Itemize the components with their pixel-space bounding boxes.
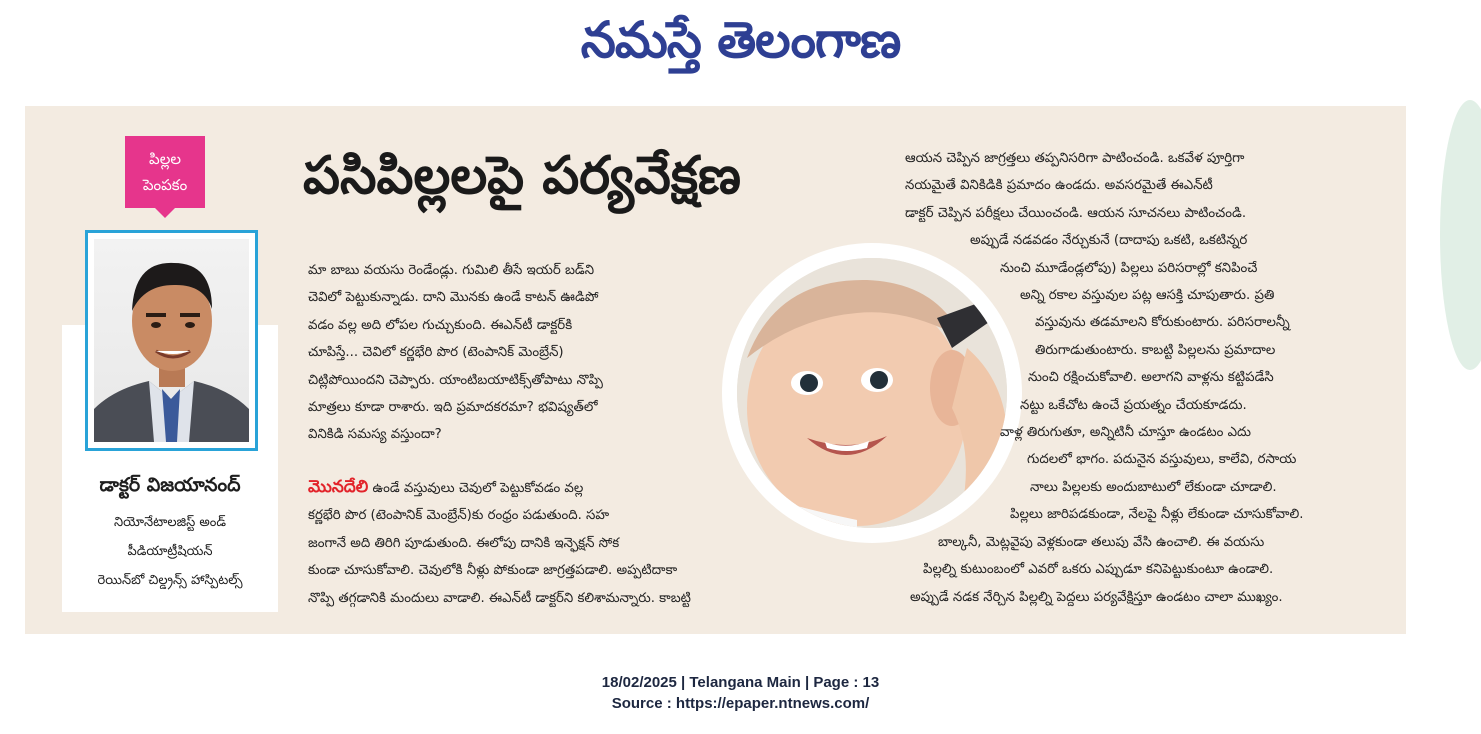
answer-line: జంగానే అది తిరిగి పూడుతుంది. ఈలోపు దానికి ఇన్ఫెక్షన్‌ సోక [308,535,620,551]
right-line: గుదలలో భాగం. పదునైన వస్తువులు, కాలేవి, రసాయ [1027,452,1297,468]
reader-question [308,257,753,449]
question-line: వినికిడి సమస్య వస్తుందా? [308,427,442,443]
newspaper-masthead-logo: నమస్తే తెలంగాణ [580,11,901,69]
right-line: నాలు పిల్లలకు అందుబాటులో లేకుండా చూడాలి. [1030,479,1277,495]
author-name: డాక్టర్‌ విజయానంద్‌ [99,474,241,496]
footer-source-line: Source : https://epaper.ntnews.com/ [611,695,870,712]
author-photo-frame [85,230,258,451]
right-line: అన్ని రకాల వస్తువుల పట్ల ఆసక్తి చూపుతారు. ప్రతి [1020,288,1275,304]
right-line: పిల్లలు జారిపడకుండా, నేలపై నీళ్లు లేకుండా చూసుకోవాలి. [1010,507,1304,523]
answer-first-line [308,474,753,502]
right-line: అప్పుడే నడవడం నేర్చుకునే (దాదాపు ఒకటి, ఒకటిన్నర [970,233,1248,249]
right-line: అప్పుడే నడక నేర్చిన పిల్లల్ని పెద్దలు పర్యవేక్షిస్తూ ఉండటం చాలా ముఖ్యం. [910,589,1283,605]
author-designation [62,508,278,595]
section-badge-line: పిల్లల [149,150,181,168]
source-footer [0,672,1481,714]
author-title-line: నియోనేటాలజిస్ట్‌ అండ్‌ [114,515,226,530]
footer-edition-line: 18/02/2025 | Telangana Main | Page : 13 [601,674,880,691]
doctor-answer [308,474,753,612]
right-line: నుంచి మూడేండ్లలోపు) పిల్లలు పరిసరాల్లో కనిపించే [1000,260,1258,276]
answer-line: కుండా చూసుకోవాలి. చెవులోకి నీళ్లు పోకుండా జాగ్రత్తపడాలి. అప్పటిదాకా [308,563,678,579]
question-line: చిట్లిపోయిందని చెప్పారు. యాంటిబయాటిక్స్‌తోపాటు నొప్పి [308,372,603,388]
right-line: నయమైతే వినికిడికి ప్రమాదం ఉండదు. అవసరమైతే ఈఎన్‌టీ [905,178,1213,194]
section-badge-line: పెంపకం [142,176,188,194]
answer-line: నొప్పి తగ్గడానికి మందులు వాడాలి. ఈఎన్‌టీ డాక్టర్‌ని కలిశామన్నారు. కాబట్టి [308,590,691,606]
question-line: వడం వల్ల అది లోపల గుచ్చుకుంది. ఈఎన్‌టీ డాక్టర్‌కి [308,317,573,333]
question-line: చెవిలో పెట్టుకున్నాడు. దాని మొనకు ఉండే కాటన్‌ ఊడిపో [308,290,599,306]
article-headline: పసిపిల్లలపై పర్యవేక్షణ [303,146,741,206]
answer-continuation [905,145,1405,611]
right-line: ఆయన చెప్పిన జాగ్రత్తలు తప్పనిసరిగా పాటించండి. ఒకవేళ పూర్తిగా [905,151,1245,166]
answer-dropword: మొనదేలి [308,477,369,497]
right-line: వస్తువును తడమాలని కోరుకుంటారు. పరిసరాలన్నీ [1035,315,1290,331]
section-badge-pointer [155,208,175,218]
right-line: తిరుగాడుతుంటారు. కాబట్టి పిల్లలను ప్రమాదాల [1035,342,1276,358]
question-line: మా బాబు వయసు రెండేండ్లు. గుమిలి తీసే ఇయర్‌ బడ్‌ని [308,263,595,278]
article-panel [25,106,1406,634]
author-title-line: పీడియాట్రీషియన్‌ [127,544,213,559]
right-line: నట్టు ఒకేచోట ఉంచే ప్రయత్నం చేయకూడదు. [1020,397,1247,413]
right-line: నుంచి రక్షించుకోవాలి. అలాగని వాళ్లను కట్టిపడేసి [1028,370,1274,386]
right-line: డాక్టర్‌ చెప్పిన పరీక్షలు చేయించండి. ఆయన సూచనలు పాటించండి. [905,205,1247,221]
question-line: మాత్రలు కూడా రాశారు. ఇది ప్రమాదకరమా? భవిష్యత్‌లో [308,400,598,416]
section-badge [125,136,205,208]
right-line: వాళ్ల తిరుగుతూ, అన్నిటినీ చూస్తూ ఉండటం ఎదు [1000,425,1252,441]
answer-line: కర్ణభేరి పొర (టెంపానిక్‌ మెంబ్రేన్‌)కు రంధ్రం పడుతుంది. సహ [308,508,610,524]
author-photo [94,239,249,442]
answer-line-rest: ఉండే వస్తువులు చెవులో పెట్టుకోవడం వల్ల [368,481,584,496]
right-line: పిల్లల్ని కుటుంబంలో ఎవరో ఒకరు ఎప్పుడూ కనిపెట్టుకుంటూ ఉండాలి. [923,562,1274,578]
adjacent-article-edge [1440,100,1481,370]
right-line: బాల్కనీ, మెట్లవైపు వెళ్లకుండా తలుపు వేసి ఉంచాలి. ఈ వయసు [938,534,1265,550]
question-line: చూపిస్తే... చెవిలో కర్ణభేరి పొర (టెంపానిక్‌ మెంబ్రేన్‌) [308,345,564,361]
author-title-line: రెయిన్‌బో చిల్డ్రన్స్‌ హాస్పిటల్స్‌ [97,573,243,588]
